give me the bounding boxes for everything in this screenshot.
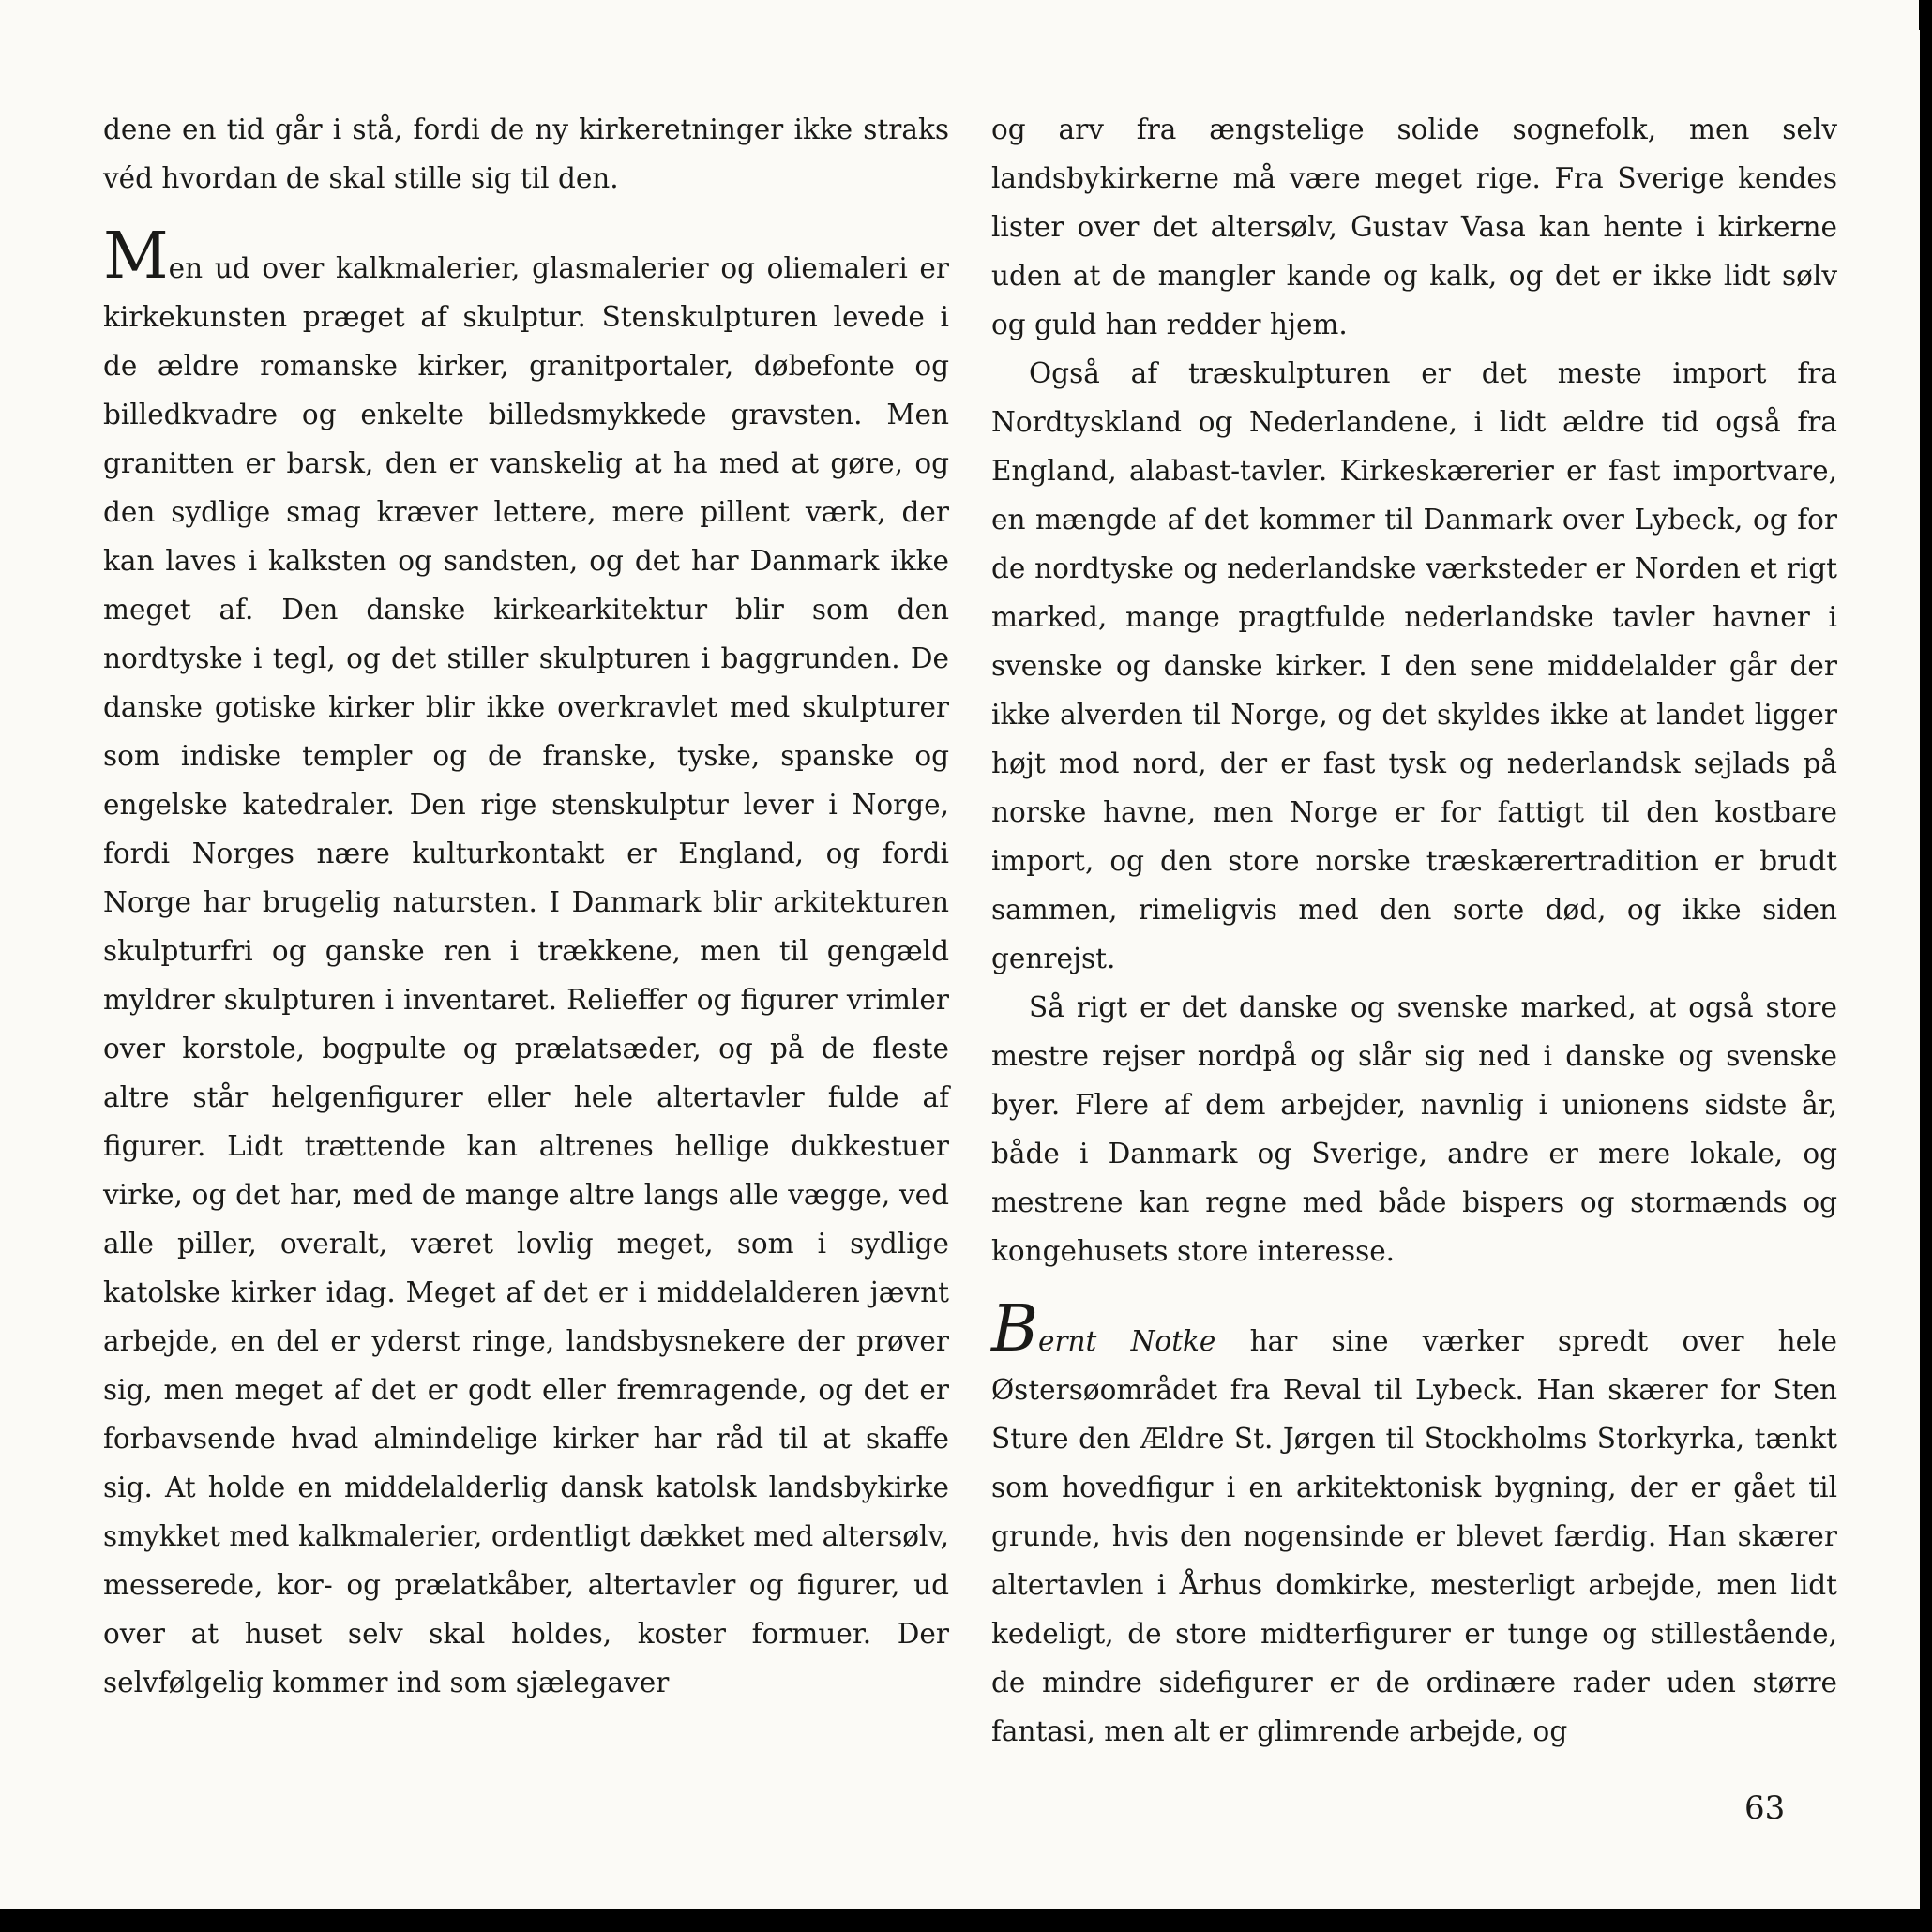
paragraph-text: har sine værker spredt over hele Østersøområdet fra Reval til Lybeck. Han skærer for Sten Sture den Ældre St. Jørgen til Stockholms Storkyrka, tænkt som hovedfigur i en arkitektonisk bygning, der er gået til grunde, hvis den nogensinde er blevet færdig. Han skærer altertavlen i Århus domkirke, mesterligt arbejde, men lidt kedeligt, de store midterfigurer er tunge og stillestående, de mindre sidefigurer er de ordinære rader uden større fantasi, men alt er glimrende arbejde, og — [991, 1325, 1837, 1747]
italic-name: ernt Notke — [1037, 1325, 1216, 1357]
paragraph: Så rigt er det danske og svenske marked, at også store mestre rejser nordpå og slår sig ned i danske og svenske byer. Flere af dem arbejder, navnlig i unionens sidste år, både i Danmark og Sverige, andre er mere lokale, og mestrene kan regne med både bispers og stormænds og kongehusets store interesse. — [991, 991, 1837, 1267]
right-column — [991, 105, 1837, 1756]
paragraph — [103, 219, 949, 1707]
paragraph: dene en tid går i stå, fordi de ny kirkeretninger ikke straks véd hvordan de skal stille sig til den. — [103, 113, 949, 194]
page-number: 63 — [1744, 1789, 1786, 1827]
paragraph-text: en ud over kalkmalerier, glasmalerier og oliemaleri er kirkekunsten præget af skulptur. Stenskulpturen levede i de ældre romanske kirker, granitportaler, døbefonte og billedkvadre og enkelte billedsmykkede gravsten. Men granitten er barsk, den er vanskelig at ha med at gøre, og den sydlige smag kræver lettere, mere pillent værk, der kan laves i kalksten og sandsten, og det har Danmark ikke meget af. Den danske kirkearkitektur blir som den nordtyske i tegl, og det stiller skulpturen i baggrunden. De danske gotiske kirker blir ikke overkravlet med skulpturer som indiske templer og de franske, tyske, spanske og engelske katedraler. Den rige stenskulptur lever i Norge, fordi Norges nære kulturkontakt er England, og fordi Norge har brugelig natursten. I Danmark blir arkitekturen skulpturfri og ganske ren i trækkene, men til gengæld myldrer skulpturen i inventaret. Relieffer og figurer vrimler over korstole, bogpulte og prælatsæder, og på de fleste altre står helgenfigurer eller hele altertavler fulde af figurer. Lidt trættende kan altrenes hellige dukkestuer virke, og det har, med de mange altre langs alle vægge, ved alle piller, overalt, været lovlig meget, som i sydlige katolske kirker idag. Meget af det er i middelalderen jævnt arbejde, en del er yderst ringe, landsbysnekere der prøver sig, men meget af det er godt eller fremragende, og det er forbavsende hvad almindelige kirker har råd til at skaffe sig. At holde en middelalderlig dansk katolsk landsbykirke smykket med kalkmalerier, ordentligt dækket med altersølv, messerede, kor- og prælatkåber, altertavler og figurer, ud over at huset selv skal holdes, koster formuer. Der selvfølgelig kommer ind som sjælegaver — [103, 252, 949, 1698]
scan-edge — [1919, 0, 1932, 30]
paragraph — [991, 1292, 1837, 1756]
drop-cap: B — [991, 1292, 1038, 1366]
left-column — [103, 105, 949, 1707]
paragraph: og arv fra ængstelige solide sognefolk, men selv landsbykirkerne må være meget rige. Fra Sverige kendes lister over det altersølv, Gustav Vasa kan hente i kirkerne uden at de mangler kande og kalk, og det er ikke lidt sølv og guld han redder hjem. — [991, 113, 1837, 340]
drop-cap: M — [103, 219, 169, 294]
paragraph: Også af træskulpturen er det meste import fra Nordtyskland og Nederlandene, i lidt ældre tid også fra England, alabast-tavler. Kirkeskærerier er fast importvare, en mængde af det kommer til Danmark over Lybeck, og for de nordtyske og nederlandske værksteder er Norden et rigt marked, mange pragtfulde nederlandske tavler havner i svenske og danske kirker. I den sene middelalder går der ikke alverden til Norge, og det skyldes ikke at landet ligger højt mod nord, der er fast tysk og nederlandsk sejlads på norske havne, men Norge er for fattigt til den kostbare import, og den store norske træskærertradition er brudt sammen, rimeligvis med den sorte død, og ikke siden genrejst. — [991, 357, 1837, 974]
